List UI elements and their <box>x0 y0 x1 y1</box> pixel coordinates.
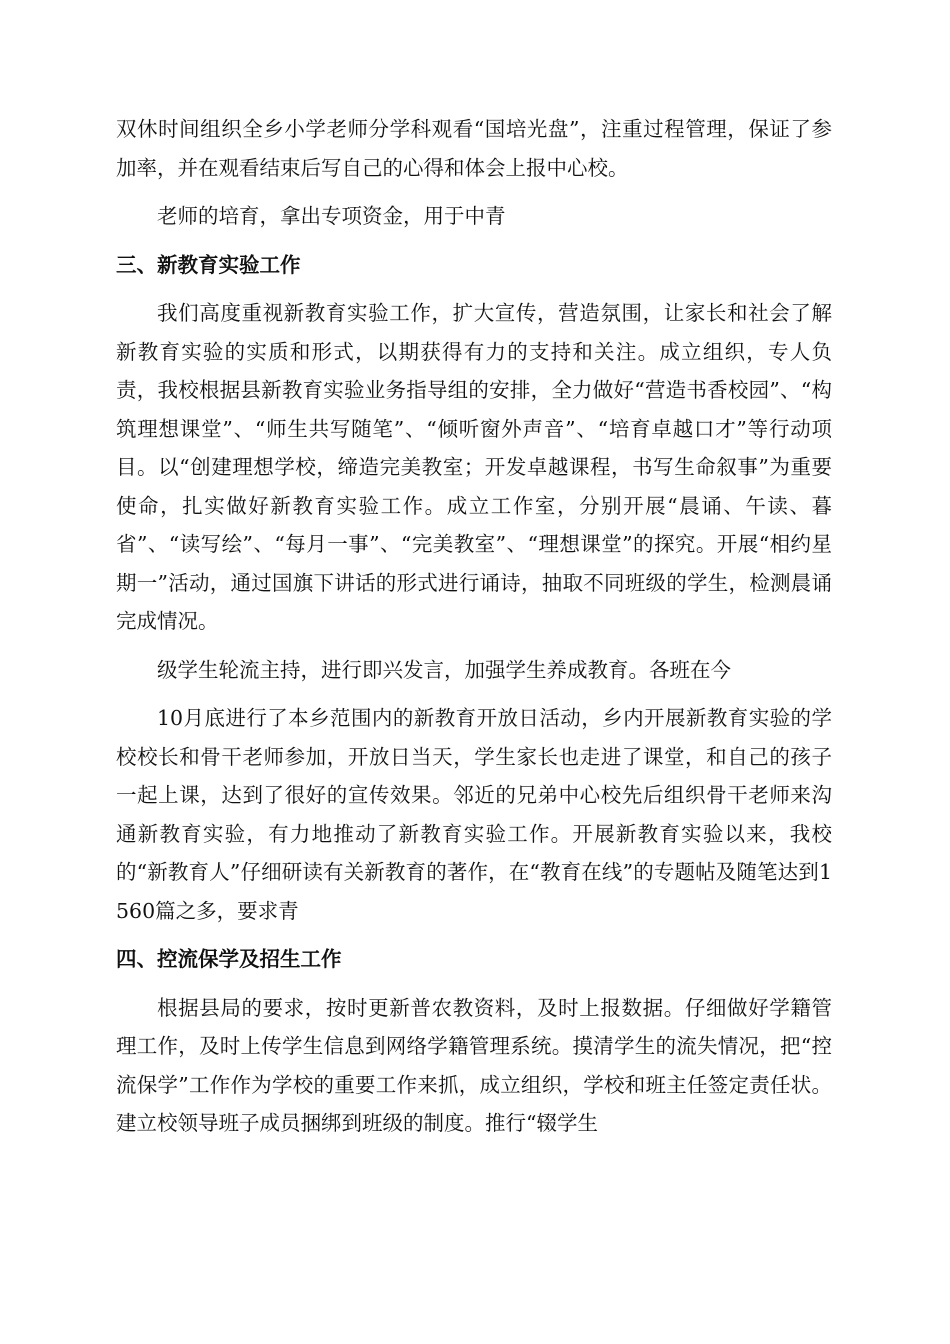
paragraph-student-hosting: 级学生轮流主持，进行即兴发言，加强学生养成教育。各班在今 <box>157 657 731 682</box>
paragraph-teacher-funding: 老师的培育，拿出专项资金，用于中青 <box>157 204 506 228</box>
section-heading-new-education: 三、新教育实验工作 <box>116 252 301 277</box>
paragraph-gap <box>116 187 832 197</box>
paragraph-open-day: 10月底进行了本乡范围内的新教育开放日活动，乡内开展新教育实验的学校校长和骨干老师参加，开放日当天，学生家长也走进了课堂，和自己的孩子一起上课，达到了很好的宣传效果。邻近的兄弟中心校先后组织骨干老师来沟通新教育实验，有力地推动了新教育实验工作。开展新教育实验以来，我校的“新教育人”仔细研读有关新教育的著作，在“教育在线”的专题帖及随笔达到1560篇之多，要求青 <box>116 706 832 923</box>
paragraph-gap <box>116 930 832 940</box>
paragraph-training-discs: 双休时间组织全乡小学老师分学科观看“国培光盘”，注重过程管理，保证了参加率，并在观看结束后写自己的心得和体会上报中心校。 <box>116 117 832 180</box>
paragraph-enrollment-work: 根据县局的要求，按时更新普农教资料，及时上报数据。仔细做好学籍管理工作，及时上传学生信息到网络学籍管理系统。摸清学生的流失情况，把“控流保学”工作作为学校的重要工作来抓，成立组织，学校和班主任签定责任状。建立校领导班子成员捆绑到班级的制度。推行“辍学生 <box>116 995 832 1135</box>
section-heading-enrollment: 四、控流保学及招生工作 <box>116 947 342 971</box>
paragraph-gap <box>116 979 832 989</box>
paragraph-new-education-experiment: 我们高度重视新教育实验工作，扩大宣传，营造氛围，让家长和社会了解新教育实验的实质和形式，以期获得有力的支持和关注。成立组织，专人负责，我校根据县新教育实验业务指导组的安排，全力做好“营造书香校园”、“构筑理想课堂”、“师生共写随笔”、“倾听窗外声音”、“培育卓越口才”等行动项目。以“创建理想学校，缔造完美教室；开发卓越课程，书写生命叙事”为重要使命，扎实做好新教育实验工作。成立工作室，分别开展“晨诵、午读、暮省”、“读写绘”、“每月一事”、“完美教室”、“理想课堂”的探究。开展“相约星期一”活动，通过国旗下讲话的形式进行诵诗，抽取不同班级的学生，检测晨诵完成情况。 <box>116 301 832 633</box>
document-page <box>116 110 832 1143</box>
paragraph-gap <box>116 641 832 651</box>
paragraph-gap <box>116 236 832 246</box>
paragraph-gap <box>116 284 832 294</box>
paragraph-gap <box>116 689 832 699</box>
